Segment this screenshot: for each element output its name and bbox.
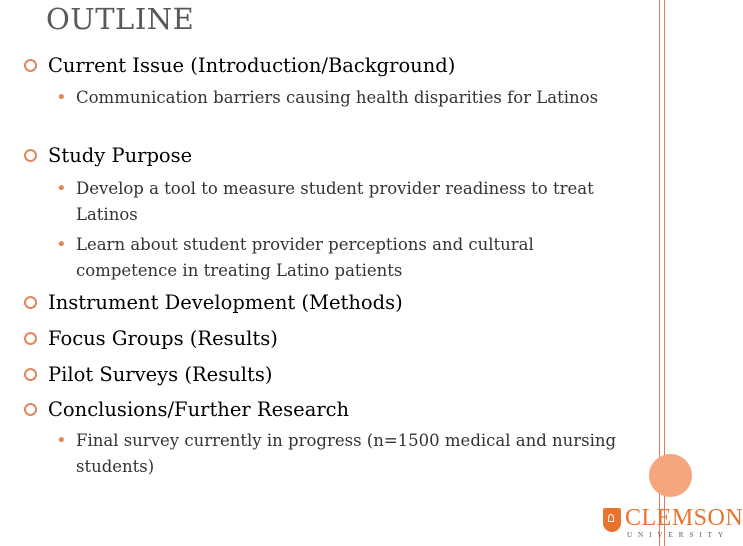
slide-title: OUTLINE — [46, 2, 195, 36]
tiger-paw-shield-icon — [603, 508, 621, 532]
logo-wordmark: CLEMSON — [625, 505, 743, 531]
bullet-dot-icon: • — [56, 87, 67, 108]
clemson-logo — [603, 505, 743, 542]
bullet-circle-icon — [24, 296, 37, 309]
outline-subitem — [56, 232, 636, 284]
outline-subitem — [56, 428, 636, 480]
bullet-dot-icon: • — [56, 234, 67, 255]
outline-subitem-text: Learn about student provider perceptions and cultural competence in treating Latino patients — [76, 235, 534, 280]
bullet-dot-icon: • — [56, 178, 67, 199]
outline-item-label: Current Issue (Introduction/Background) — [48, 54, 456, 77]
outline-subitem — [56, 176, 636, 228]
outline-item-label: Conclusions/Further Research — [48, 398, 350, 421]
logo-subtitle: UNIVERSITY — [627, 531, 729, 539]
outline-subitem-text: Final survey currently in progress (n=1500 medical and nursing students) — [76, 431, 617, 476]
outline-subitem — [56, 85, 636, 111]
bullet-circle-icon — [24, 403, 37, 416]
bullet-circle-icon — [24, 149, 37, 162]
bullet-circle-icon — [24, 368, 37, 381]
outline-item-label: Study Purpose — [48, 144, 193, 167]
decorative-circle — [649, 454, 692, 497]
outline-subitem-text: Develop a tool to measure student provider readiness to treat Latinos — [76, 179, 594, 224]
outline-item-label: Instrument Development (Methods) — [48, 291, 403, 314]
bullet-circle-icon — [24, 332, 37, 345]
bullet-circle-icon — [24, 59, 37, 72]
outline-subitem-text: Communication barriers causing health disparities for Latinos — [76, 88, 599, 107]
bullet-dot-icon: • — [56, 430, 67, 451]
outline-item-label: Pilot Surveys (Results) — [48, 363, 273, 386]
outline-item-label: Focus Groups (Results) — [48, 327, 278, 350]
